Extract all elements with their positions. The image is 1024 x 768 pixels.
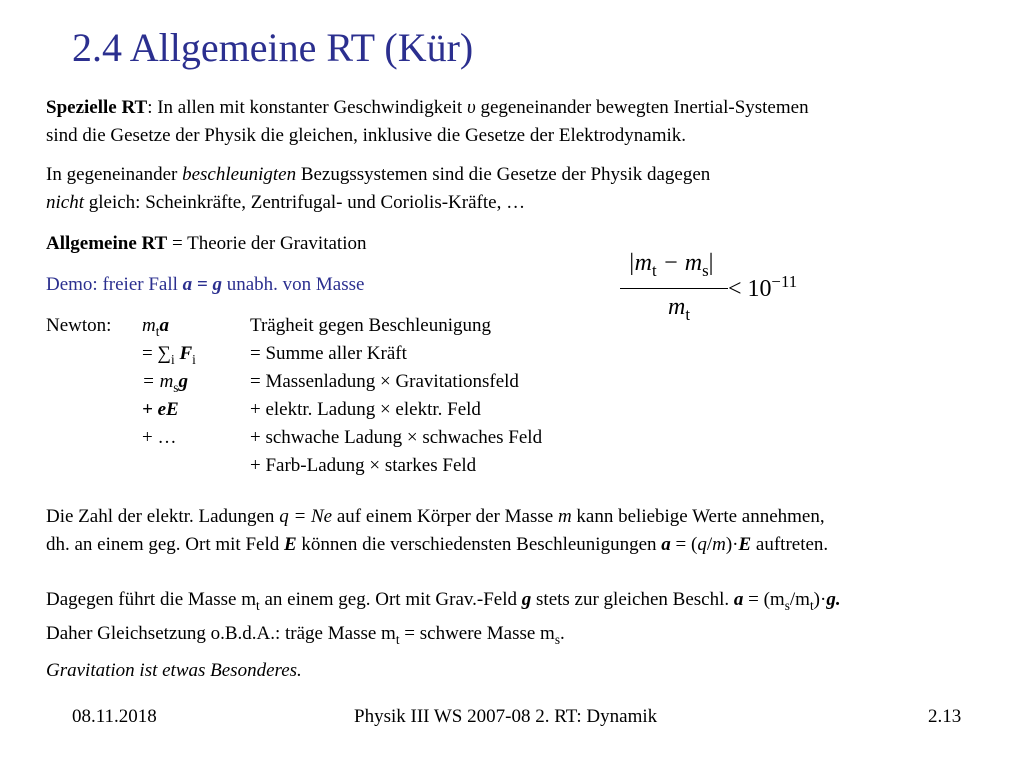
footer-page-number: 2.13 bbox=[928, 706, 962, 727]
newton-table: Newton: $m_ta$ Trägheit gegen Beschleunigung = $\sum_i$ $F_i$ = Summe aller Kräft = $m_sg$ = Massenladung × Gravitationsfeld + eE + elektr. Ladung × elektr. Feld + … + schwache Ladung × schwaches Feld + Farb-Ladung × starkes Feld bbox=[46, 312, 746, 482]
formula-denominator: $m_t$ bbox=[668, 294, 691, 324]
conclusion-text: Gravitation ist etwas Besonderes. bbox=[46, 660, 302, 681]
formula-bound: < $10^{-11}$ bbox=[728, 272, 798, 302]
text: Demo: freier Fall bbox=[46, 274, 183, 295]
footer-date: 08.11.2018 bbox=[72, 706, 157, 727]
footer-course: Physik III WS 2007-08 2. RT: Dynamik bbox=[354, 706, 658, 727]
term-special-rt: Spezielle RT bbox=[46, 97, 148, 118]
page-title: 2.4 Allgemeine RT (Kür) bbox=[72, 25, 474, 70]
paragraph-charges: Die Zahl der elektr. Ladungen q = Ne auf einem Körper der Masse m kann beliebige Werte annehmen, dh. an einem geg. Ort mit Feld E können die verschiedensten Beschleunigungen a = (q/m)·E auftreten. bbox=[46, 506, 829, 555]
emphasis: beschleunigten bbox=[182, 164, 297, 185]
paragraph-gravity-mass: Dagegen führt die Masse $m_t$ an einem geg. Ort mit Grav.-Feld g stets zur gleichen Beschl. $a = (m_s/m_t)\cdot g$. Daher Gleichsetzung o.B.d.A.: träge Masse $m_t$ = schwere Masse $m_s$. bbox=[46, 589, 841, 647]
text: : In allen mit konstanter Geschwindigkeit bbox=[147, 97, 467, 118]
fraction-bar bbox=[620, 288, 728, 289]
text: In gegeneinander bbox=[46, 164, 183, 185]
text: sind die Gesetze der Physik die gleichen, inklusive die Gesetze der Elektrodynamik. bbox=[46, 125, 687, 146]
paragraph-accelerated-frames bbox=[46, 161, 710, 217]
paragraph-special-relativity bbox=[46, 94, 809, 150]
velocity-symbol: υ bbox=[466, 97, 476, 118]
text: Bezugssystemen sind die Gesetze der Physik dagegen bbox=[296, 164, 711, 185]
newton-label: Newton: bbox=[46, 315, 112, 336]
emphasis: nicht bbox=[46, 192, 84, 213]
paragraph-conclusion bbox=[46, 657, 302, 685]
paragraph-general-rt bbox=[46, 230, 366, 258]
demo-line bbox=[46, 271, 364, 299]
text: gleich: Scheinkräfte, Zentrifugal- und Coriolis-Kräfte, … bbox=[84, 192, 526, 213]
text: unabh. von Masse bbox=[221, 274, 365, 295]
equation: a = g bbox=[182, 274, 222, 295]
formula-numerator: $|m_t - m_s|$ bbox=[628, 250, 714, 280]
term-general-rt: Allgemeine RT bbox=[46, 233, 168, 254]
text: gegeneinander bewegten Inertial-Systemen bbox=[475, 97, 809, 118]
text: = Theorie der Gravitation bbox=[167, 233, 367, 254]
